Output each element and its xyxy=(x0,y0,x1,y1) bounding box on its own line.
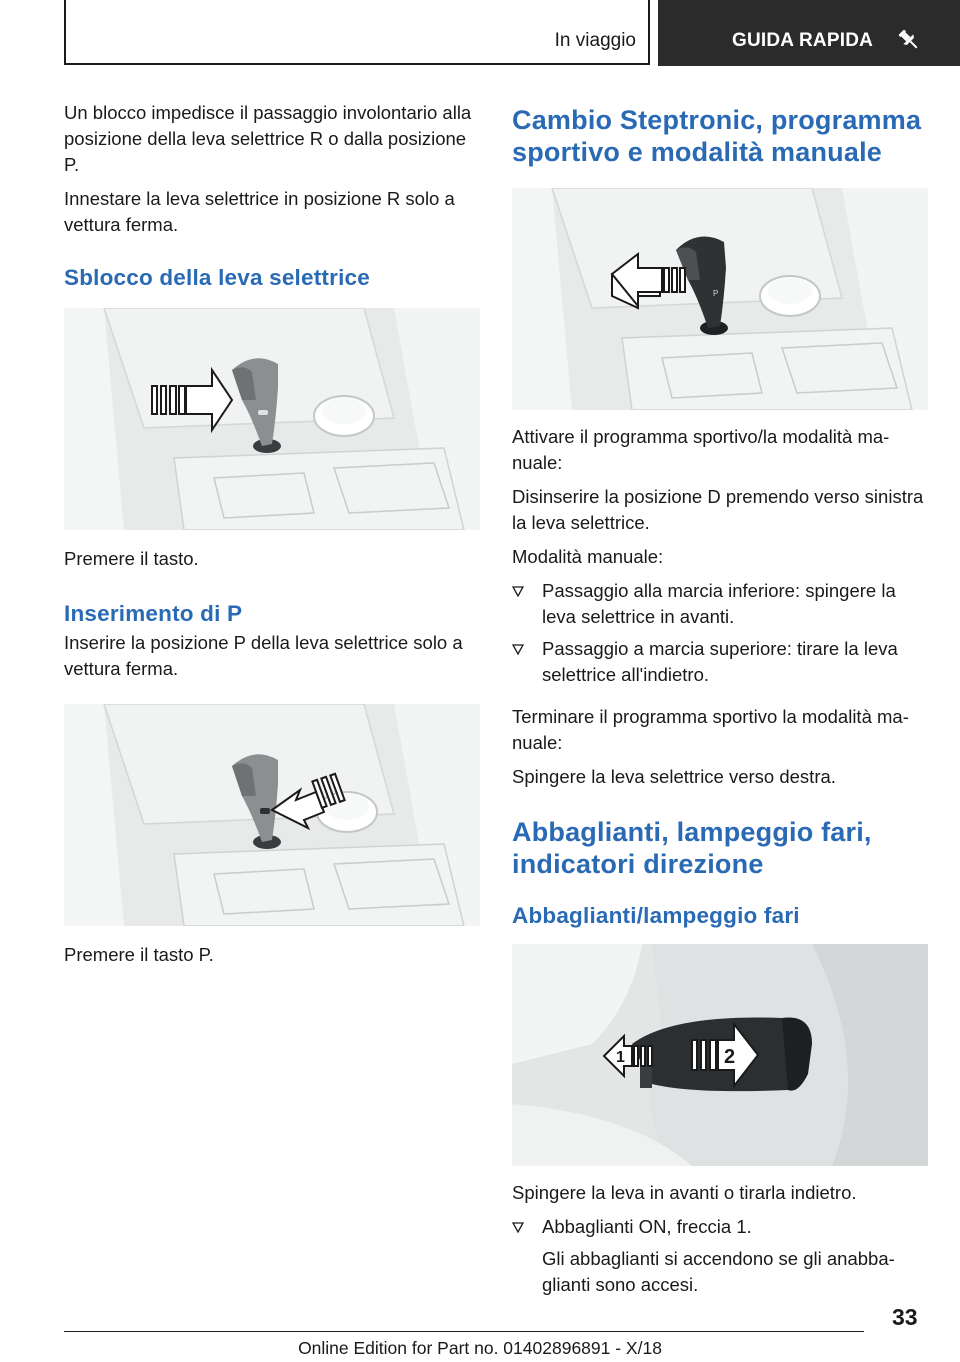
highbeam-caption: Spingere la leva in avanti o tirarla indietro. xyxy=(512,1182,857,1203)
steptronic-heading: Cambio Steptronic, programma sportivo e modalità manuale xyxy=(512,105,922,167)
intro-paragraph-1: Un blocco impedisce il passaggio involontario alla posizione della leva selettrice R o dalla posizione P. xyxy=(64,102,472,175)
park-heading: Inserimento di P xyxy=(64,601,243,626)
quick-guide-label: GUIDA RAPIDA xyxy=(732,30,874,51)
arrow-label-1: 1 xyxy=(616,1049,625,1066)
arrow-label-2: 2 xyxy=(724,1046,736,1068)
unlock-heading: Sblocco della leva selettrice xyxy=(64,265,370,290)
manual-mode-label: Modalità manuale: xyxy=(512,546,664,567)
page-header xyxy=(0,0,960,66)
section-tab xyxy=(64,0,650,65)
lights-heading: Abbaglianti, lampeggio fari, indicatori direzione xyxy=(512,817,872,879)
end-sport-paragraph-1: Terminare il programma sportivo la modalità manuale: xyxy=(512,706,909,753)
steptronic-sport-figure xyxy=(512,188,928,410)
left-column xyxy=(64,100,480,976)
list-item xyxy=(512,1214,928,1298)
quick-guide-tab[interactable] xyxy=(658,0,960,66)
right-column xyxy=(512,100,928,1310)
manual-downshift-text: Passaggio alla marcia inferiore: spingere la leva selettrice in avanti. xyxy=(542,580,896,627)
list-item xyxy=(512,636,928,688)
highbeam-stalk-figure xyxy=(512,944,928,1166)
highbeam-list xyxy=(512,1214,928,1298)
intro-paragraph-2: Innestare la leva selettrice in posizione R solo a vettura ferma. xyxy=(64,188,455,235)
footer-divider xyxy=(64,1331,864,1332)
list-item xyxy=(512,578,928,630)
selector-lever-park-figure xyxy=(64,704,480,926)
park-caption: Premere il tasto P. xyxy=(64,944,214,965)
manual-upshift-text: Passaggio a marcia superiore: tirare la leva selettrice all'indietro. xyxy=(542,638,898,685)
section-label: In viaggio xyxy=(554,30,636,51)
highbeam-heading: Abbaglianti/lampeggio fari xyxy=(512,903,800,928)
lever-p-marking: P xyxy=(713,289,719,298)
unlock-caption: Premere il tasto. xyxy=(64,548,199,569)
footer-edition: Online Edition for Part no. 01402896891 - X/18 xyxy=(298,1338,662,1358)
highbeam-on-text: Abbaglianti ON, freccia 1. xyxy=(542,1216,752,1237)
park-paragraph: Inserire la posizione P della leva selettrice solo a vettura ferma. xyxy=(64,632,463,679)
selector-lever-unlock-figure xyxy=(64,308,480,530)
sport-paragraph-1: Attivare il programma sportivo/la modalità manuale: xyxy=(512,426,890,473)
highbeam-on-detail: Gli abbaglianti si accendono se gli anabbaglianti sono accesi. xyxy=(542,1248,895,1295)
manual-mode-list xyxy=(512,578,928,688)
end-sport-paragraph-2: Spingere la leva selettrice verso destra. xyxy=(512,766,836,787)
triangle-bullet-icon xyxy=(512,643,524,655)
triangle-bullet-icon xyxy=(512,1221,524,1233)
page-number: 33 xyxy=(892,1304,918,1330)
pin-icon xyxy=(896,27,922,53)
triangle-bullet-icon xyxy=(512,585,524,597)
sport-paragraph-2: Disinserire la posizione D premendo verso sinistra la leva selettrice. xyxy=(512,486,924,533)
